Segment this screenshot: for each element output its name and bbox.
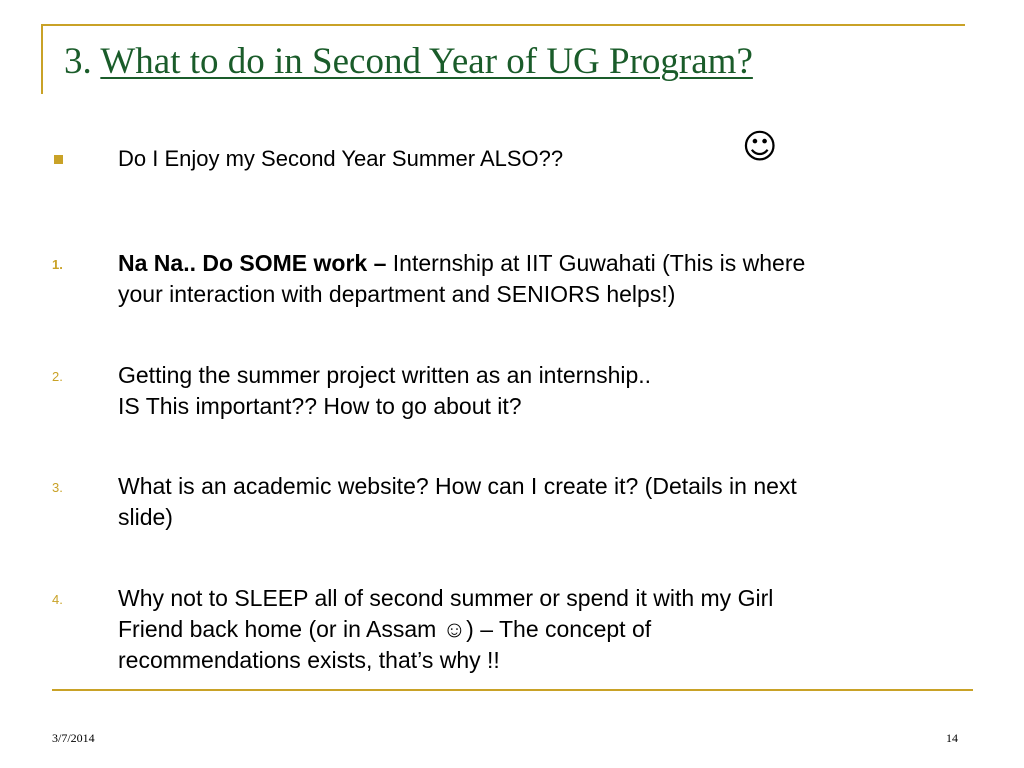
list-item-line — [118, 248, 1018, 279]
list-item-text: Internship at IIT Guwahati (This is where — [392, 250, 806, 276]
frame-top-rule — [41, 24, 965, 26]
footer-page-number: 14 — [946, 731, 958, 745]
list-item-line: Why not to SLEEP all of second summer or spend it with my Girl — [118, 585, 774, 611]
list-item-body — [118, 360, 1018, 422]
bullet-text: Do I Enjoy my Second Year Summer ALSO?? — [118, 146, 564, 171]
list-item-line: IS This important?? How to go about it? — [118, 393, 522, 419]
list-item-line: your interaction with department and SENIORS helps!) — [118, 281, 676, 307]
list-item-number: 2. — [52, 369, 63, 384]
slide-title-text: What to do in Second Year of UG Program? — [100, 41, 753, 82]
list-item-line: slide) — [118, 504, 173, 530]
list-item-line: Getting the summer project written as an internship.. — [118, 362, 652, 388]
list-item-body — [118, 583, 1018, 676]
list-item-body — [118, 471, 1018, 533]
list-item-body — [118, 248, 1018, 310]
list-item-number: 3. — [52, 480, 63, 495]
footer-date: 3/7/2014 — [52, 731, 95, 745]
list-item-line: recommendations exists, that’s why !! — [118, 647, 500, 673]
smiley-icon: ☺ — [742, 127, 778, 167]
list-item-bold-lead: Na Na.. Do SOME work – — [118, 250, 393, 276]
list-item-line: What is an academic website? How can I create it? (Details in next — [118, 473, 797, 499]
slide-title-number: 3. — [64, 41, 92, 82]
square-bullet-icon — [54, 155, 63, 164]
slide-title — [64, 42, 753, 83]
list-item-number: 1. — [52, 257, 63, 272]
list-item-line: Friend back home (or in Assam ☺) – The concept of — [118, 616, 652, 642]
footer-rule — [52, 689, 973, 691]
list-item-number: 4. — [52, 592, 63, 607]
frame-left-rule — [41, 24, 43, 94]
